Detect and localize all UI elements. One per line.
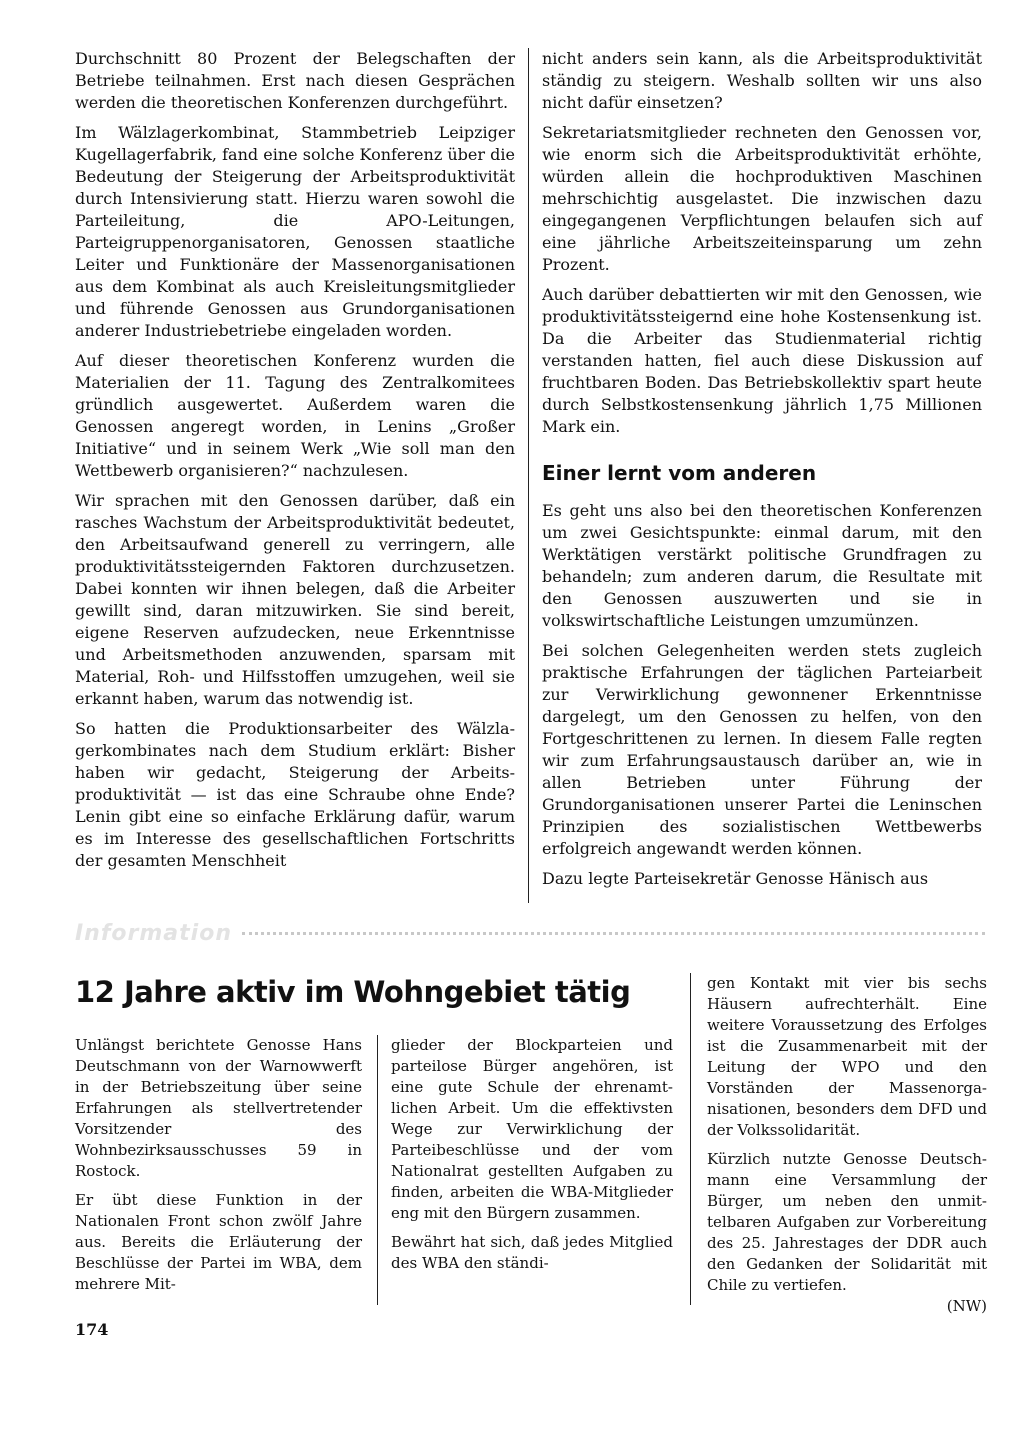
article-upper-right-column <box>542 48 982 898</box>
column-divider <box>690 973 691 1305</box>
paragraph: glieder der Blockparteien und parteilose Bürger angehören, ist eine gute Schule der ehrenamtlichen Arbeit. Um die effektivsten Wege zur Verwirklichung der Parteibeschlüsse und der vom Nationalrat gestellten Aufgaben zu finden, arbeiten die WBA-Mitglieder eng mit den Bürgern zusammen. <box>391 1036 673 1222</box>
information-band <box>75 922 985 944</box>
paragraph: Unlängst berichtete Genosse Hans Deutschmann von der Warnowwerft in der Betriebszeitung über seine Erfahrungen als stellvertretender Vorsitzender des Wohnbezirksausschusses 59 in Rostock. <box>75 1036 362 1180</box>
paragraph: nicht anders sein kann, als die Arbeitsproduktivität ständig zu steigern. Weshalb sollten wir uns also nicht dafür einsetzen? <box>542 49 982 112</box>
paragraph: Auf dieser theoretischen Konferenz wurden die Materialien der 11. Tagung des Zentralkomitees gründlich ausgewertet. Außerdem waren die Genossen angeregt worden, in Lenins „Großer Initiative“ und in seinem Werk „Wie soll man den Wettbewerb organisieren?“ nachzulesen. <box>75 351 515 480</box>
subheading: Einer lernt vom anderen <box>542 461 817 485</box>
column-divider <box>377 1035 378 1305</box>
information-label: Information <box>75 920 232 946</box>
paragraph: Sekretariatsmitglieder rechneten den Genossen vor, wie enorm sich die Arbeitsproduktivität erhöhte, würden allein die hochproduktiven Maschinen mehrschichtig ausgelastet. Die inzwischen dazu eingegangenen Verpflichtungen belaufen sich auf eine jährliche Arbeitszeiteinsparung um zehn Prozent. <box>542 123 982 274</box>
paragraph: Bewährt hat sich, daß jedes Mitglied des WBA den ständi- <box>391 1233 673 1272</box>
paragraph: Durchschnitt 80 Prozent der Belegschaften der Betriebe teilnahmen. Erst nach diesen Gesprächen werden die theoretischen Konferenzen durchgeführt. <box>75 49 515 112</box>
article-lower-column-3 <box>707 973 987 1317</box>
paragraph: Bei solchen Gelegenheiten werden stets zugleich praktische Erfahrungen der täglichen Parteiarbeit zur Verwirklichung gewonnener Erkenntnisse dargelegt, um den Genossen zu helfen, von den Fortgeschrittenen zu lernen. In diesem Falle regten wir zum Erfahrungsaustausch darüber an, wie in allen Betrieben unter Führung der Grundorganisationen unserer Partei die Leninschen Prinzipien des sozialistischen Wettbewerbs erfolgreich angewandt werden können. <box>542 641 982 858</box>
article-lower-column-2 <box>391 1035 673 1282</box>
paragraph: gen Kontakt mit vier bis sechs Häusern aufrechterhält. Eine weitere Voraussetzung des Erfolges ist die Zusammenarbeit mit der Leitung der WPO und den Vorständen der Massenorganisationen, besonders dem DFD und der Volkssolidarität. <box>707 974 987 1139</box>
paragraph: Dazu legte Parteisekretär Genosse Hänisch aus <box>542 869 929 888</box>
article-lower-column-1 <box>75 1035 362 1303</box>
paragraph: Wir sprachen mit den Genossen darüber, daß ein rasches Wachstum der Arbeitsproduktivität bedeutet, den Arbeitsaufwand generell zu verringern, alle produktivitätssteigernden Faktoren durchzusetzen. Dabei konnten wir ihnen belegen, daß die Arbeiter gewillt sind, daran mitzuwirken. Sie sind bereit, eigene Reserven aufzudecken, neue Erkenntnisse und Arbeitsmethoden anzuwenden, sparsam mit Material, Roh- und Hilfsstoffen umzugehen, weil sie erkannt haben, warum das notwendig ist. <box>75 491 515 708</box>
article-headline: 12 Jahre aktiv im Wohngebiet tätig <box>75 975 631 1009</box>
paragraph: Im Wälzlagerkombinat, Stammbetrieb Leipziger Kugellagerfabrik, fand eine solche Konferenz über die Bedeutung der Steigerung der Arbeitsproduktivität durch Intensivierung statt. Hierzu waren sowohl die Parteileitung, die APO-Leitungen, Parteigruppenorganisatoren, Genossen staatliche Leiter und Funktionäre der Massenorganisationen aus dem Kombinat als auch Kreisleitungsmitglieder und führende Genossen aus Grundorganisationen anderer Industriebetriebe eingeladen worden. <box>75 123 515 340</box>
column-divider <box>528 48 529 903</box>
paragraph: Kürzlich nutzte Genosse Deutschmann eine Versammlung der Bürger, um neben den unmittelbaren Aufgaben zur Vorbereitung des 25. Jahrestages der DDR auch den Gedanken der Solidarität mit Chile zu vertiefen. <box>707 1150 987 1294</box>
signature-line <box>707 1296 987 1317</box>
article-upper-left-column <box>75 48 515 880</box>
paragraph: Er übt diese Funktion in der Nationalen Front schon zwölf Jahre aus. Bereits die Erläuterung der Beschlüsse der Partei im WBA, dem mehrere Mit- <box>75 1191 362 1293</box>
paragraph: Auch darüber debattierten wir mit den Genossen, wie produktivitätssteigernd eine hohe Kostensenkung ist. Da die Arbeiter das Studienmaterial richtig verstanden hatten, fiel auch diese Diskussion auf fruchtbaren Boden. Das Betriebskollektiv spart heute durch Selbstkostensenkung jährlich 1,75 Millionen Mark ein. <box>542 285 982 436</box>
author-signature: (NW) <box>946 1297 987 1315</box>
page-number: 174 <box>75 1320 109 1339</box>
dotted-rule <box>242 932 985 935</box>
paragraph: So hatten die Produktionsarbeiter des Wälzlagerkombinates nach dem Studium erklärt: Bisher haben wir gedacht, Steigerung der Arbeitsproduktivität — ist das eine Schraube ohne Ende? Lenin gibt eine so einfache Erklärung dafür, warum es im Interesse des gesellschaftlichen Fortschritts der gesamten Menschheit <box>75 719 515 870</box>
paragraph: Es geht uns also bei den theoretischen Konferenzen um zwei Gesichtspunkte: einmal darum, mit den Werktätigen verstärkt politische Grundfragen zu behandeln; zum anderen darum, die Resultate mit den Genossen auszuwerten und sie in volkswirtschaftliche Leistungen umzumünzen. <box>542 501 982 630</box>
